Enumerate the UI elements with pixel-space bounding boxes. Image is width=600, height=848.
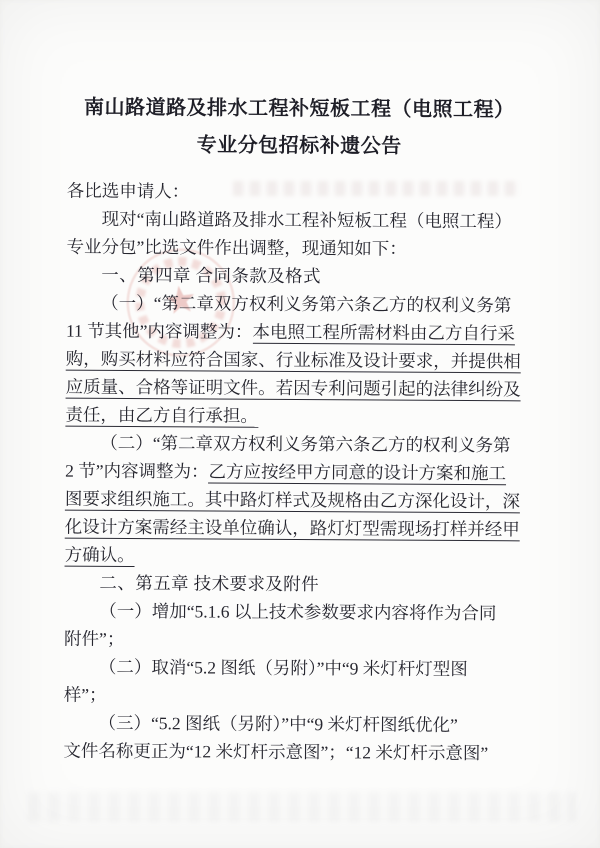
text-line [66,289,532,320]
text-line [64,653,530,684]
text-line [65,457,531,488]
text-segment: 附件”； [64,628,125,649]
underlined-text-segment: 化设计方案需经主设单位确认，路灯灯型需现场打样并经甲 [64,516,520,540]
text-line [65,541,531,572]
text-line [66,373,532,404]
text-line [66,345,532,376]
text-line [63,737,529,768]
text-line [64,569,530,600]
text-line [65,401,531,432]
text-segment: 样”； [63,684,107,705]
text-segment: 专业分包”比选文件作出调整，现通知如下： [66,236,407,259]
text-line [67,205,533,236]
ink-bleed-artifact-bottom [28,792,576,822]
text-segment: 现对“南山路道路及排水工程补短板工程（电照工程） [101,208,512,232]
text-segment: （二）“第二章双方权利义务第六条乙方的权利义务第 [100,432,511,456]
text-segment: （一）增加“5.1.6 以上技术参数要求内容将作为合同 [99,600,497,624]
text-line [65,513,531,544]
underlined-text-segment: 责任，由乙方自行承担。 [65,404,259,426]
document-title-line1: 南山路道路及排水工程补短板工程（电照工程） [84,96,515,122]
underlined-text-segment: 本电照工程所需材料由乙方自行采 [252,321,516,344]
underlined-text-segment: 图要求组织施工。其中路灯样式及规格由乙方深化设计，深 [64,488,521,512]
text-line [65,429,531,460]
text-segment: （一）“第二章双方权利义务第六条乙方的权利义务第 [101,292,512,316]
underlined-text-segment: 购，购买材料应符合国家、行业标准及设计要求，并提供相 [65,348,521,372]
document-title [0,89,599,167]
text-segment: 各比选申请人： [66,180,190,202]
text-line [64,681,530,712]
text-segment: 二、第五章 技术要求及附件 [99,572,320,595]
underlined-text-segment: 乙方应按经甲方同意的设计方案和施工 [208,461,507,484]
text-segment: （二）取消“5.2 图纸（另附）”中“9 米灯杆灯型图 [98,656,468,680]
text-line [64,625,530,656]
text-line [63,709,529,740]
text-segment: 11 节其他”内容调整为： [65,320,253,342]
underlined-text-segment: 方确认。 [64,544,135,565]
text-segment: 文件名称更正为“12 米灯杆示意图”；“12 米灯杆示意图” [63,740,489,764]
text-line [66,261,532,292]
text-line [65,485,531,516]
document-title-line2: 专业分包招标补遗公告 [196,134,402,158]
ink-bleed-artifact-top [233,181,521,196]
text-line [64,597,530,628]
underlined-text-segment: 应质量、合格等证明文件。若因专利问题引起的法律纠纷及 [65,376,521,400]
text-segment: （三）“5.2 图纸（另附）”中“9 米灯杆图纸优化” [98,712,458,735]
text-line [66,317,532,348]
text-line [66,233,532,264]
text-segment: 2 节”内容调整为： [65,460,209,482]
document-body [63,177,533,768]
text-segment: 一、第四章 合同条款及格式 [101,264,321,287]
